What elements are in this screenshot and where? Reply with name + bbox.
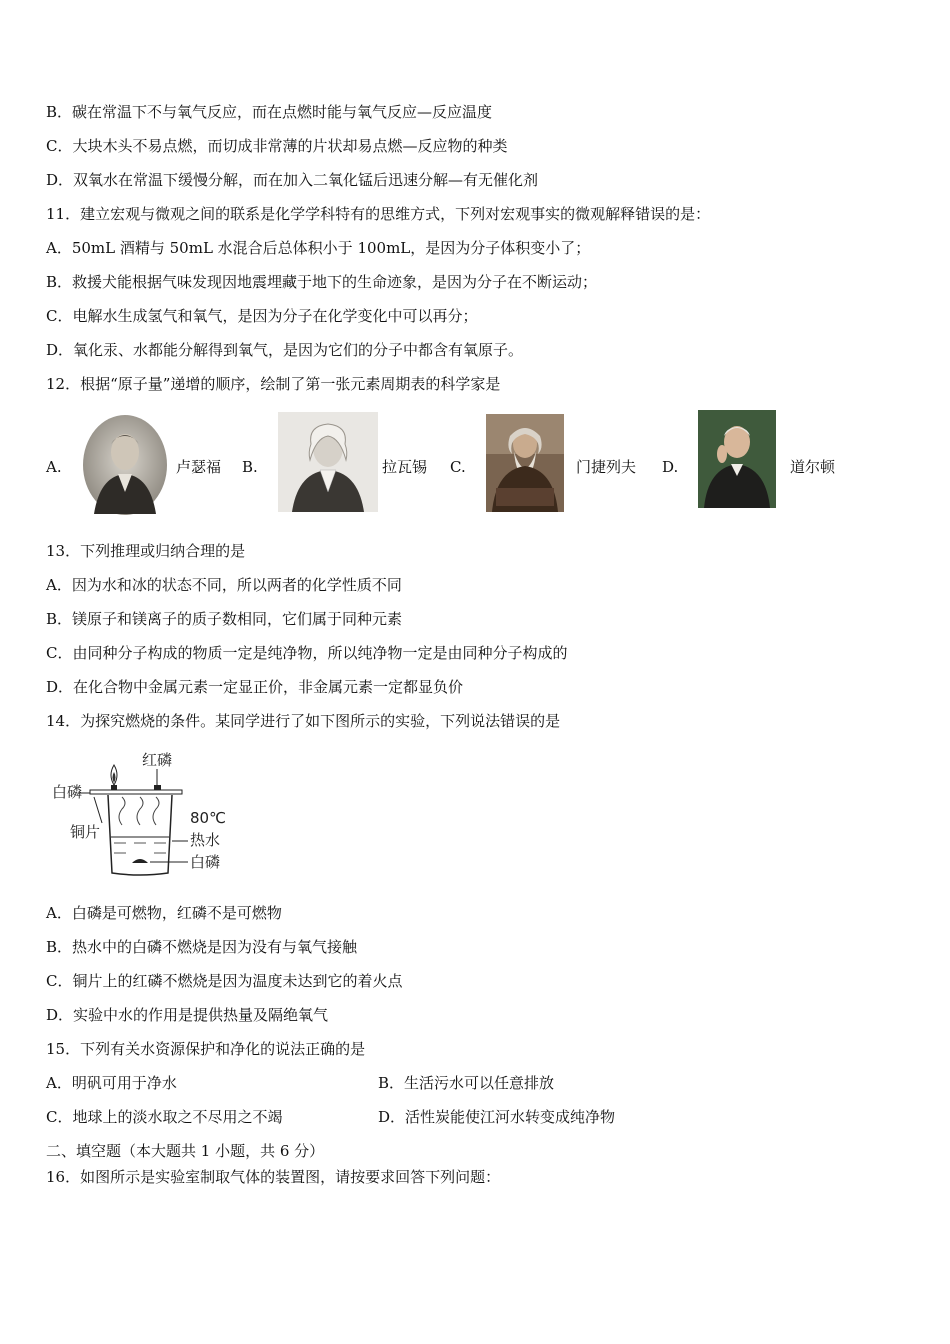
q15-stem: 15．下列有关水资源保护和净化的说法正确的是 [46, 1040, 366, 1058]
q12-option-c-letter: C. [450, 458, 466, 476]
q14-stem: 14．为探究燃烧的条件。某同学进行了如下图所示的实验，下列说法错误的是 [46, 712, 561, 730]
portrait-lavoisier-image [278, 412, 378, 512]
q11-option-d: D．氧化汞、水都能分解得到氧气，是因为它们的分子中都含有氧原子。 [46, 341, 524, 359]
label-white-phosphorus-bottom: 白磷 [190, 853, 221, 871]
q12-option-a-letter: A. [46, 458, 62, 476]
section-title-fill-in: 二、填空题（本大题共 1 小题，共 6 分） [46, 1142, 325, 1160]
label-red-phosphorus: 红磷 [142, 751, 173, 769]
q14-option-c: C．铜片上的红磷不燃烧是因为温度未达到它的着火点 [46, 972, 403, 990]
q14-option-a: A．白磷是可燃物，红磷不是可燃物 [46, 904, 282, 922]
q11-option-a: A．50mL 酒精与 50mL 水混合后总体积小于 100mL，是因为分子体积变小了； [46, 239, 591, 257]
portrait-rutherford-image [82, 414, 168, 516]
portrait-dalton-image [698, 410, 776, 508]
q10-option-b: B．碳在常温下不与氧气反应，而在点燃时能与氧气反应—反应温度 [46, 103, 493, 121]
q12-option-a-name: 卢瑟福 [176, 458, 222, 476]
q12-option-d-name: 道尔顿 [790, 458, 836, 476]
q15-option-c: C．地球上的淡水取之不尽用之不竭 [46, 1108, 283, 1126]
q15-option-a: A．明矾可用于净水 [46, 1074, 177, 1092]
q11-stem: 11．建立宏观与微观之间的联系是化学学科特有的思维方式，下列对宏观事实的微观解释错误的是： [46, 205, 711, 223]
q13-option-b: B．镁原子和镁离子的质子数相同，它们属于同种元素 [46, 610, 403, 628]
q13-option-d: D．在化合物中金属元素一定显正价，非金属元素一定都显负价 [46, 678, 464, 696]
q14-option-b: B．热水中的白磷不燃烧是因为没有与氧气接触 [46, 938, 358, 956]
q10-option-c: C．大块木头不易点燃，而切成非常薄的片状却易点燃—反应物的种类 [46, 137, 508, 155]
portrait-mendeleev-image [486, 414, 564, 512]
q13-option-c: C．由同种分子构成的物质一定是纯净物，所以纯净物一定是由同种分子构成的 [46, 644, 568, 662]
q13-stem: 13．下列推理或归纳合理的是 [46, 542, 246, 560]
label-hot-water: 热水 [190, 831, 221, 849]
label-copper-sheet: 铜片 [70, 823, 101, 841]
q12-option-b-name: 拉瓦锡 [382, 458, 428, 476]
label-white-phosphorus-top: 白磷 [52, 783, 83, 801]
q13-option-a: A．因为水和冰的状态不同，所以两者的化学性质不同 [46, 576, 402, 594]
q16-stem: 16．如图所示是实验室制取气体的装置图，请按要求回答下列问题： [46, 1168, 501, 1186]
q15-option-b: B．生活污水可以任意排放 [378, 1074, 555, 1092]
combustion-experiment-diagram [50, 745, 250, 880]
q15-option-d: D．活性炭能使江河水转变成纯净物 [378, 1108, 616, 1126]
q12-option-b-letter: B. [242, 458, 258, 476]
q12-stem: 12．根据“原子量”递增的顺序，绘制了第一张元素周期表的科学家是 [46, 375, 501, 393]
q12-options [46, 410, 906, 520]
q12-option-d-letter: D. [662, 458, 679, 476]
q11-option-c: C．电解水生成氢气和氧气，是因为分子在化学变化中可以再分； [46, 307, 478, 325]
q14-option-d: D．实验中水的作用是提供热量及隔绝氧气 [46, 1006, 329, 1024]
q10-option-d: D．双氧水在常温下缓慢分解，而在加入二氧化锰后迅速分解—有无催化剂 [46, 171, 539, 189]
q11-option-b: B．救援犬能根据气味发现因地震埋藏于地下的生命迹象，是因为分子在不断运动； [46, 273, 598, 291]
label-temperature: 80℃ [190, 809, 226, 827]
q12-option-c-name: 门捷列夫 [576, 458, 637, 476]
